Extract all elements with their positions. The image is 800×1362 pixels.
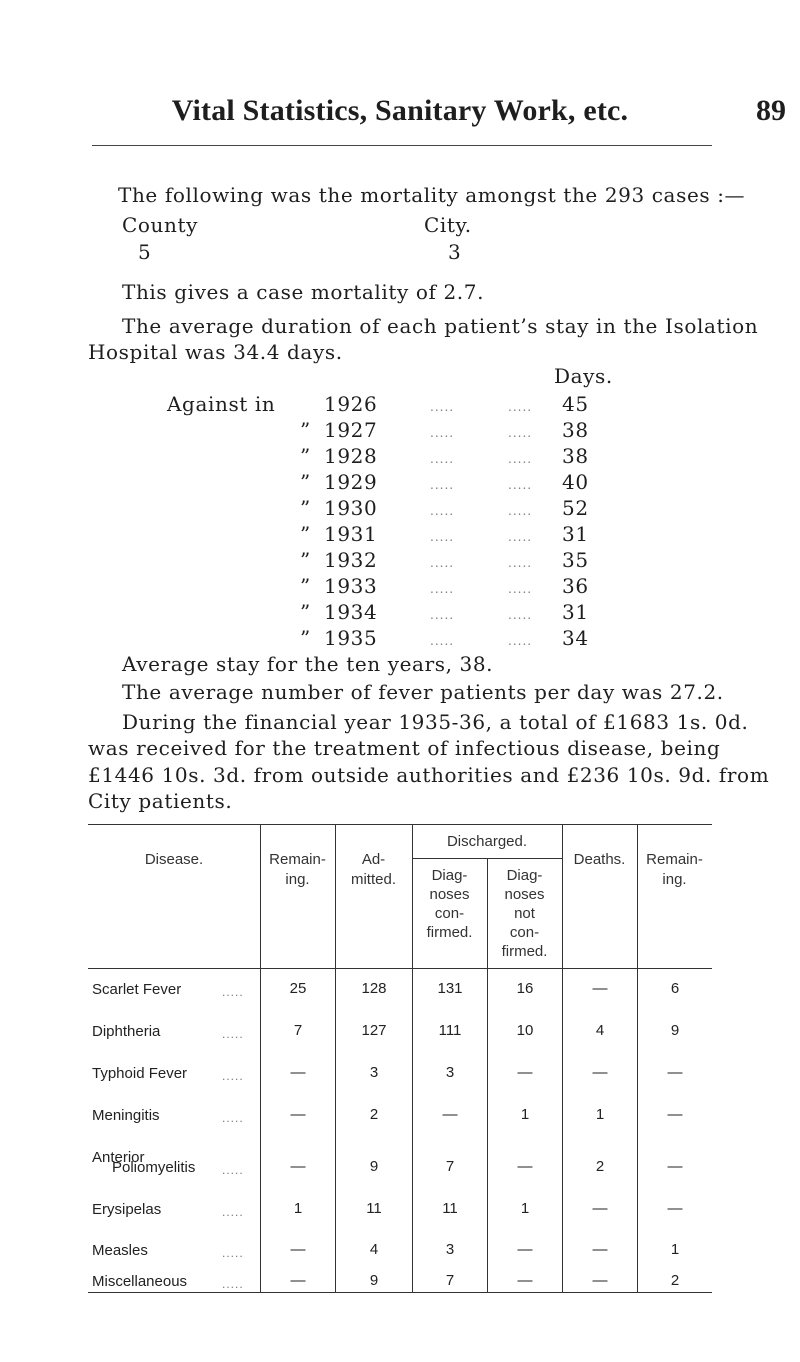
- duration-year: 1929: [324, 470, 378, 494]
- cell-not-confirmed: —: [517, 1241, 533, 1258]
- cell-remaining-end: 2: [670, 1272, 680, 1289]
- header-diag-not-confirmed: Diag- noses not con- firmed.: [501, 867, 548, 960]
- leader-dots: .....: [508, 582, 533, 596]
- cell-not-confirmed: —: [517, 1158, 533, 1175]
- duration-year: 1934: [324, 600, 378, 624]
- leader-dots: .....: [222, 1069, 244, 1083]
- cell-remaining-end: —: [667, 1106, 683, 1123]
- leader-dots: .....: [430, 556, 455, 570]
- county-label: County: [122, 213, 199, 237]
- duration-year: 1935: [324, 626, 378, 650]
- leader-dots: .....: [430, 504, 455, 518]
- case-mortality: This gives a case mortality of 2.7.: [122, 280, 485, 304]
- duration-days: 31: [562, 522, 589, 546]
- disease-name: Meningitis: [92, 1107, 160, 1124]
- disease-name: Miscellaneous: [92, 1273, 188, 1290]
- duration-days: 52: [562, 496, 589, 520]
- city-value: 3: [448, 240, 462, 264]
- cell-confirmed: 7: [445, 1158, 455, 1175]
- duration-days: 31: [562, 600, 589, 624]
- cell-not-confirmed: 1: [520, 1200, 530, 1217]
- cell-remaining-end: 6: [670, 980, 680, 997]
- header-disease: Disease.: [144, 851, 204, 868]
- cell-deaths: —: [592, 1241, 608, 1258]
- leader-dots: .....: [430, 452, 455, 466]
- leader-dots: .....: [430, 582, 455, 596]
- duration-line-1: The average duration of each patient’s stay in the Isolation: [122, 314, 759, 338]
- page-number: 89: [756, 94, 786, 127]
- cell-remaining: —: [290, 1272, 306, 1289]
- column-divider: [260, 824, 261, 1292]
- column-divider: [637, 824, 638, 1292]
- leader-dots: .....: [430, 400, 455, 414]
- duration-year: 1933: [324, 574, 378, 598]
- leader-dots: .....: [508, 426, 533, 440]
- cell-remaining-end: 1: [670, 1241, 680, 1258]
- duration-days: 38: [562, 418, 589, 442]
- cell-remaining: —: [290, 1158, 306, 1175]
- table-bottom-rule: [88, 1292, 712, 1293]
- ditto-mark: ”: [300, 548, 311, 572]
- header-remaining-end: Remain- ing.: [646, 851, 703, 888]
- disease-name: Diphtheria: [92, 1023, 161, 1040]
- disease-name: Measles: [92, 1242, 148, 1259]
- disease-name: Erysipelas: [92, 1201, 162, 1218]
- ditto-mark: ”: [300, 522, 311, 546]
- leader-dots: .....: [508, 478, 533, 492]
- city-label: City.: [424, 213, 472, 237]
- mortality-intro: The following was the mortality amongst the 293 cases :—: [118, 183, 746, 207]
- cell-admitted: 11: [366, 1200, 382, 1217]
- cell-deaths: —: [592, 1064, 608, 1081]
- ditto-mark: ”: [300, 470, 311, 494]
- average-stay: Average stay for the ten years, 38.: [122, 652, 494, 676]
- duration-days: 36: [562, 574, 589, 598]
- ditto-mark: ”: [300, 626, 311, 650]
- financial-line-1: During the financial year 1935-36, a total of £1683 1s. 0d.: [122, 710, 749, 734]
- cell-remaining-end: 9: [670, 1022, 680, 1039]
- duration-prefix: Against in: [167, 392, 276, 416]
- cell-admitted: 9: [369, 1272, 379, 1289]
- header-admitted: Ad- mitted.: [350, 851, 396, 888]
- financial-line-3: £1446 10s. 3d. from outside authorities and £236 10s. 9d. from: [88, 763, 770, 787]
- ditto-mark: ”: [300, 600, 311, 624]
- leader-dots: .....: [430, 634, 455, 648]
- leader-dots: .....: [222, 1111, 244, 1125]
- cell-confirmed: 7: [445, 1272, 455, 1289]
- ditto-mark: ”: [300, 418, 311, 442]
- disease-name: Typhoid Fever: [92, 1065, 188, 1082]
- duration-year: 1931: [324, 522, 378, 546]
- cell-remaining: —: [290, 1106, 306, 1123]
- leader-dots: .....: [222, 1205, 244, 1219]
- fever-average: The average number of fever patients per day was 27.2.: [122, 680, 724, 704]
- cell-deaths: —: [592, 1272, 608, 1289]
- cell-deaths: 2: [595, 1158, 605, 1175]
- disease-name: Poliomyelitis: [112, 1159, 196, 1176]
- leader-dots: .....: [430, 478, 455, 492]
- header-diag-confirmed: Diag- noses con- firmed.: [426, 867, 473, 941]
- table-top-rule: [88, 824, 712, 825]
- cell-admitted: 9: [369, 1158, 379, 1175]
- financial-line-2: was received for the treatment of infectious disease, being: [88, 736, 721, 760]
- leader-dots: .....: [222, 1277, 244, 1291]
- duration-year: 1926: [324, 392, 378, 416]
- leader-dots: .....: [508, 634, 533, 648]
- cell-remaining-end: —: [667, 1064, 683, 1081]
- leader-dots: .....: [508, 530, 533, 544]
- header-remaining-start: Remain- ing.: [269, 851, 326, 888]
- cell-confirmed: 3: [445, 1064, 455, 1081]
- header-deaths: Deaths.: [573, 851, 626, 868]
- cell-remaining: —: [290, 1241, 306, 1258]
- cell-not-confirmed: 16: [516, 980, 534, 997]
- cell-deaths: 1: [595, 1106, 605, 1123]
- cell-deaths: —: [592, 980, 608, 997]
- duration-year: 1928: [324, 444, 378, 468]
- leader-dots: .....: [430, 530, 455, 544]
- cell-remaining-end: —: [667, 1158, 683, 1175]
- cell-remaining-end: —: [667, 1200, 683, 1217]
- cell-remaining: 1: [293, 1200, 303, 1217]
- disease-name-line1: Anterior: [92, 1149, 145, 1166]
- ditto-mark: ”: [300, 496, 311, 520]
- leader-dots: .....: [508, 608, 533, 622]
- cell-admitted: 4: [369, 1241, 379, 1258]
- leader-dots: .....: [222, 985, 244, 999]
- column-divider: [562, 824, 563, 1292]
- page-header-title: Vital Statistics, Sanitary Work, etc.: [171, 94, 629, 127]
- cell-confirmed: 111: [438, 1022, 462, 1039]
- duration-days: 40: [562, 470, 589, 494]
- duration-days: 38: [562, 444, 589, 468]
- duration-year: 1930: [324, 496, 378, 520]
- cell-remaining: 7: [293, 1022, 303, 1039]
- leader-dots: .....: [508, 452, 533, 466]
- cell-admitted: 128: [361, 980, 387, 997]
- cell-admitted: 3: [369, 1064, 379, 1081]
- cell-deaths: —: [592, 1200, 608, 1217]
- duration-year: 1927: [324, 418, 378, 442]
- leader-dots: .....: [430, 608, 455, 622]
- cell-not-confirmed: 1: [520, 1106, 530, 1123]
- cell-not-confirmed: —: [517, 1272, 533, 1289]
- cell-confirmed: 11: [442, 1200, 458, 1217]
- duration-days: 34: [562, 626, 589, 650]
- duration-days: 35: [562, 548, 589, 572]
- leader-dots: .....: [430, 426, 455, 440]
- days-column-header: Days.: [554, 364, 613, 388]
- leader-dots: .....: [508, 556, 533, 570]
- leader-dots: .....: [222, 1027, 244, 1041]
- cell-remaining: —: [290, 1064, 306, 1081]
- financial-line-4: City patients.: [88, 789, 233, 813]
- cell-not-confirmed: —: [517, 1064, 533, 1081]
- cell-confirmed: 131: [437, 980, 463, 997]
- cell-admitted: 2: [369, 1106, 379, 1123]
- duration-days: 45: [562, 392, 589, 416]
- header-discharged: Discharged.: [446, 833, 528, 850]
- cell-deaths: 4: [595, 1022, 605, 1039]
- leader-dots: .....: [222, 1163, 244, 1177]
- leader-dots: .....: [222, 1246, 244, 1260]
- cell-remaining: 25: [289, 980, 307, 997]
- leader-dots: .....: [508, 504, 533, 518]
- cell-confirmed: —: [442, 1106, 458, 1123]
- ditto-mark: ”: [300, 444, 311, 468]
- leader-dots: .....: [508, 400, 533, 414]
- cell-confirmed: 3: [445, 1241, 455, 1258]
- table-header-rule: [88, 968, 712, 969]
- disease-name: Scarlet Fever: [92, 981, 182, 998]
- ditto-mark: ”: [300, 574, 311, 598]
- duration-line-2: Hospital was 34.4 days.: [88, 340, 343, 364]
- cell-not-confirmed: 10: [516, 1022, 534, 1039]
- column-divider: [335, 824, 336, 1292]
- county-value: 5: [138, 240, 152, 264]
- cell-admitted: 127: [361, 1022, 387, 1039]
- header-rule: [92, 145, 712, 146]
- duration-year: 1932: [324, 548, 378, 572]
